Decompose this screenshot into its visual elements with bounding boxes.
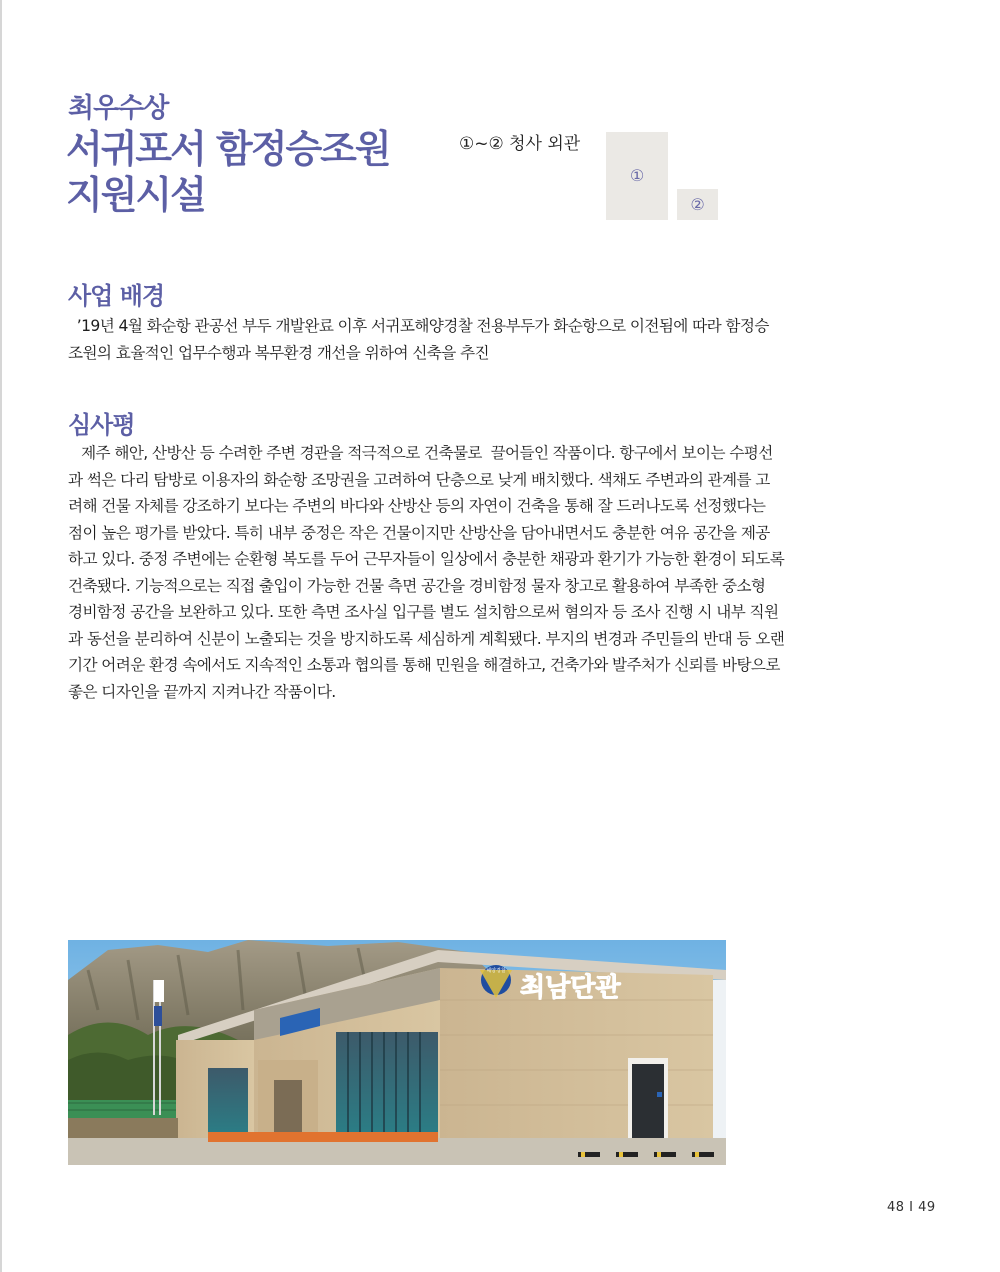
section-text-review bbox=[68, 440, 828, 705]
building-photo bbox=[68, 940, 726, 1165]
text-line: 건축됐다. 기능적으로는 직접 출입이 가능한 건물 측면 공간을 경비함정 물자 창고로 활용하여 부족한 중소형 bbox=[68, 576, 766, 595]
text-line: 제주 해안, 산방산 등 수려한 주변 경관을 적극적으로 건축물로 끌어들인 작품이다. 항구에서 보이는 수평선 bbox=[68, 444, 773, 462]
photo-marker-1: ① bbox=[629, 166, 645, 185]
photo-caption: ①~② 청사 외관 bbox=[459, 134, 581, 154]
text-line: 과 썩은 다리 탐방로 이용자의 화순항 조망권을 고려하여 단층으로 낮게 배치했다. 색채도 주변과의 관계를 고 bbox=[68, 470, 770, 489]
text-line: 경비함정 공간을 보완하고 있다. 또한 측면 조사실 입구를 별도 설치함으로써 혐의자 등 조사 진행 시 내부 직원 bbox=[68, 603, 779, 621]
section-heading-review: 심사평 bbox=[68, 411, 135, 439]
page-number: 48 I 49 bbox=[887, 1200, 936, 1215]
text-line: 좋은 디자인을 끝까지 지켜나간 작품이다. bbox=[68, 682, 336, 701]
building-sign-text: 최남단관 bbox=[520, 973, 621, 1003]
text-line: 기간 어려운 환경 속에서도 지속적인 소통과 협의를 통해 민원을 해결하고, 건축가와 발주처가 신뢰를 바탕으로 bbox=[68, 656, 780, 674]
text-line: 려해 건물 자체를 강조하기 보다는 주변의 바다와 산방산 등의 자연이 건축을 통해 잘 드러나도록 선정했다는 bbox=[68, 497, 766, 515]
section-text-background bbox=[68, 313, 828, 366]
photo-placeholder-2 bbox=[677, 189, 718, 220]
page-spine-line bbox=[0, 0, 2, 1272]
award-label: 최우수상 bbox=[68, 93, 169, 124]
text-line: 조원의 효율적인 업무수행과 복무환경 개선을 위하여 신축을 추진 bbox=[68, 343, 490, 362]
emblem-text: 해양경찰 bbox=[486, 968, 506, 974]
section-heading-background: 사업 배경 bbox=[68, 282, 165, 310]
title-line-1: 서귀포서 함정승조원 bbox=[66, 127, 390, 171]
text-line: 과 동선을 분리하여 신분이 노출되는 것을 방지하도록 세심하게 계획됐다. 부지의 변경과 주민들의 반대 등 오랜 bbox=[68, 629, 785, 648]
title-line-2: 지원시설 bbox=[66, 173, 205, 217]
page-title bbox=[66, 126, 390, 218]
text-line: 하고 있다. 중정 주변에는 순환형 복도를 두어 근무자들이 일상에서 충분한 채광과 환기가 가능한 환경이 되도록 bbox=[68, 550, 785, 568]
text-line: ’19년 4월 화순항 관공선 부두 개발완료 이후 서귀포해양경찰 전용부두가 화순항으로 이전됨에 따라 함정승 bbox=[68, 317, 769, 335]
photo-marker-2: ② bbox=[690, 195, 705, 214]
photo-placeholder-1 bbox=[606, 132, 668, 220]
text-line: 점이 높은 평가를 받았다. 특히 내부 중정은 작은 건물이지만 산방산을 담아내면서도 충분한 여유 공간을 제공 bbox=[68, 523, 770, 542]
